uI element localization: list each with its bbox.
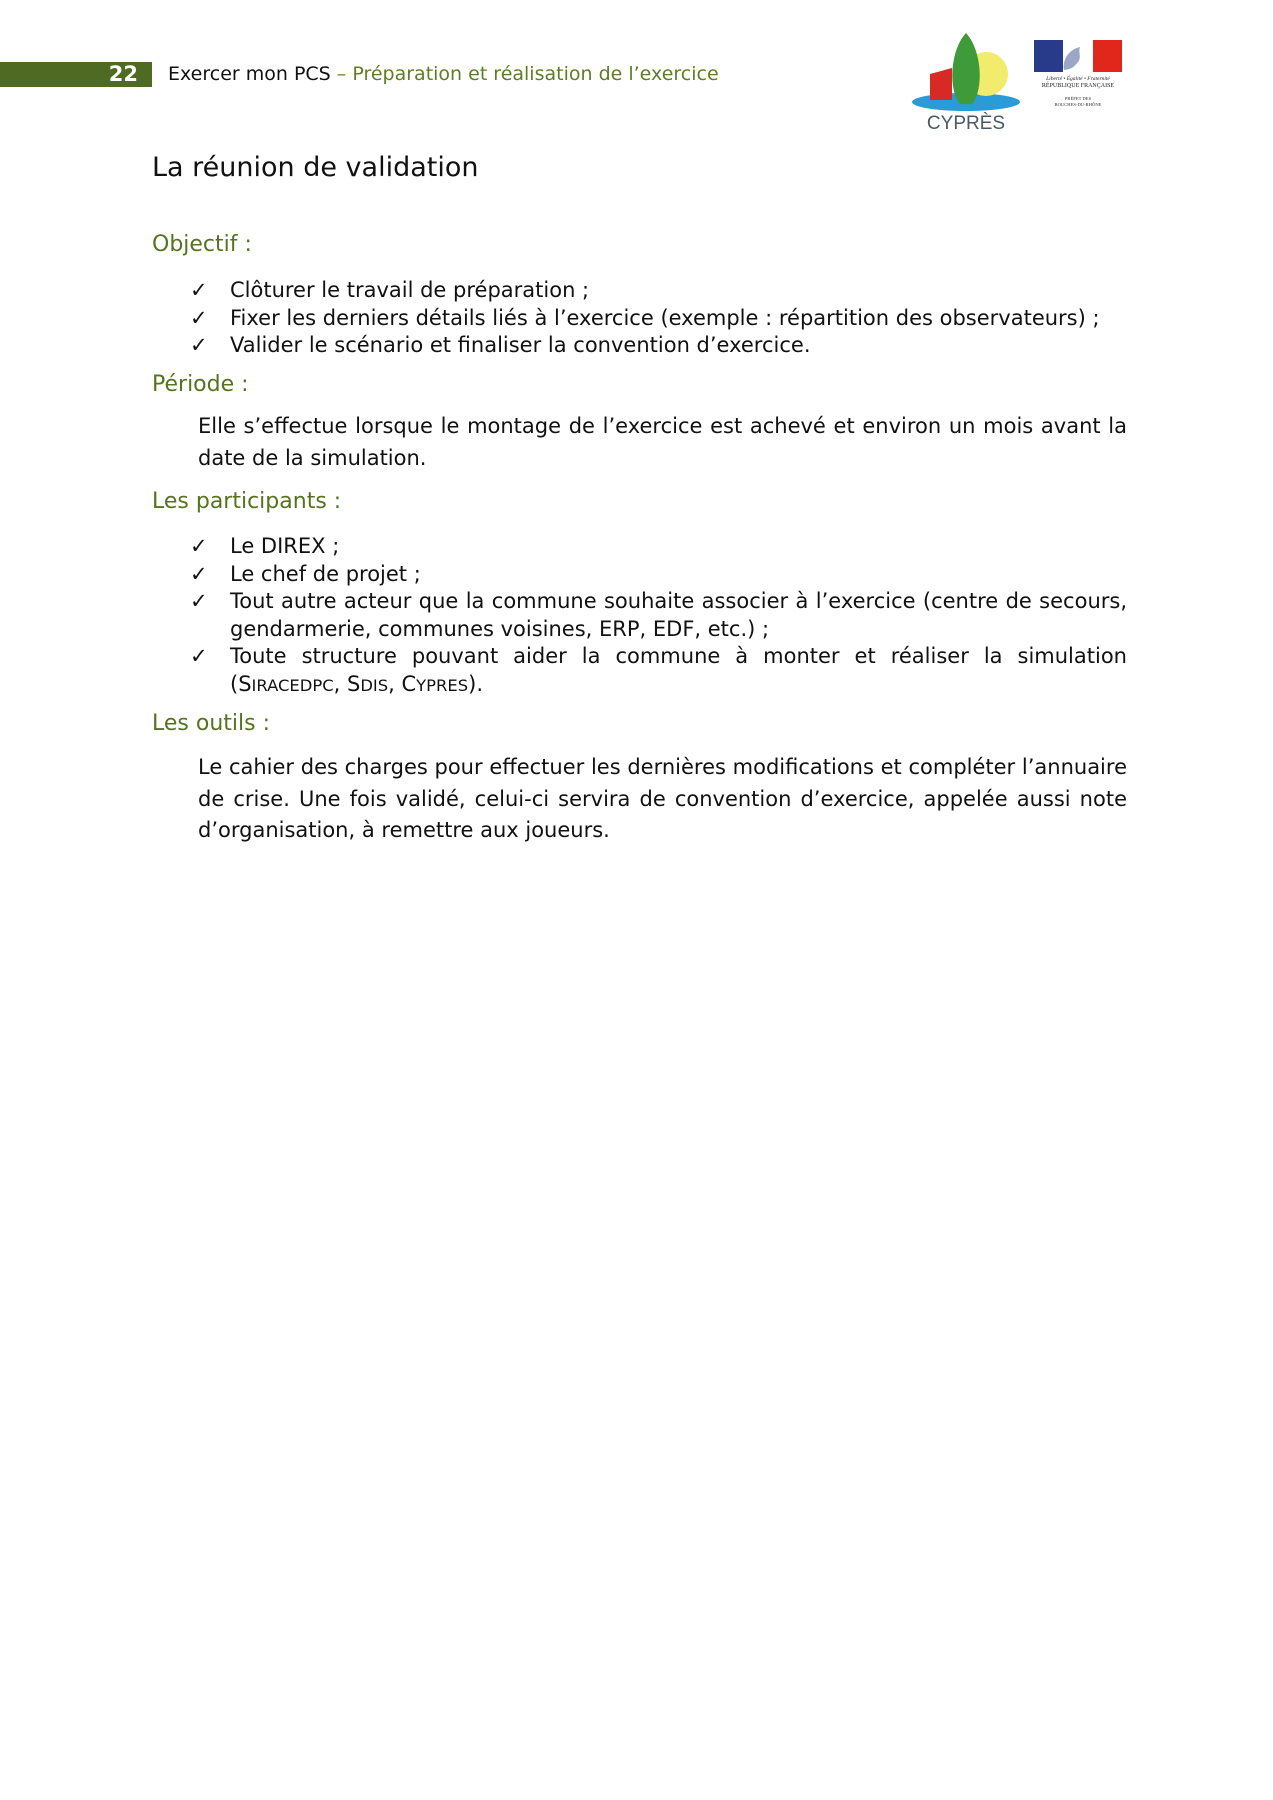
list-item-text: Toute structure pouvant aider la commune à monter et réaliser la simulation — [230, 644, 1127, 668]
rf-name-text: RÉPUBLIQUE FRANÇAISE — [1041, 83, 1115, 89]
header-subtitle: Préparation et réalisation de l’exercice — [352, 63, 719, 85]
header-separator: – — [330, 63, 353, 85]
logo-cypress-tree-shape — [952, 33, 979, 104]
republique-francaise-logo — [1034, 37, 1122, 113]
section-heading-objectif: Objectif : — [152, 232, 252, 257]
checkmark-icon: ✓ — [190, 333, 208, 357]
list-item — [190, 305, 1127, 333]
page-title: La réunion de validation — [152, 152, 479, 183]
flag-blue-band — [1034, 40, 1063, 72]
header-title: Exercer mon PCS — [168, 63, 331, 85]
section-heading-outils: Les outils : — [152, 711, 270, 736]
objectif-list — [190, 277, 1127, 360]
list-item — [190, 561, 1127, 589]
checkmark-icon: ✓ — [190, 589, 208, 613]
list-item-text: Le chef de projet ; — [230, 561, 421, 586]
list-item — [190, 332, 1127, 360]
rf-prefet-line-1: PRÉFET DES — [1064, 96, 1092, 101]
periode-paragraph: Elle s’effectue lorsque le montage de l’exercice est achevé et environ un mois avant la date de la simulation. — [198, 414, 1127, 470]
cypres-logo — [908, 30, 1024, 132]
section-heading-participants: Les participants : — [152, 489, 342, 514]
list-item — [190, 533, 1127, 561]
flag-red-band — [1093, 40, 1122, 72]
checkmark-icon: ✓ — [190, 644, 208, 668]
acronym-line: (SIRACEDPC, SDIS, CYPRES). — [230, 671, 483, 696]
rf-prefet-line-2: BOUCHES-DU-RHÔNE — [1054, 102, 1102, 107]
page-number: 22 — [108, 62, 138, 86]
list-item-text: Clôturer le travail de préparation ; — [230, 278, 590, 302]
acronym-sdis: SDIS — [346, 671, 389, 696]
checkmark-icon: ✓ — [190, 561, 208, 586]
outils-paragraph: Le cahier des charges pour effectuer les dernières modifications et compléter l’annuaire de crise. Une fois validé, celui-ci servira de convention d’exercice, appelée aussi note d’organisation, à remettre aux joueurs. — [198, 755, 1127, 842]
checkmark-icon: ✓ — [190, 278, 208, 302]
list-item — [190, 588, 1127, 643]
acronym-cypres: CYPRES — [401, 671, 469, 696]
list-item-text: Le DIREX ; — [230, 534, 340, 558]
running-header — [168, 62, 719, 87]
list-item-text: Fixer les derniers détails liés à l’exercice (exemple : répartition des observateurs) ; — [230, 305, 1100, 330]
participants-list — [190, 533, 1127, 699]
section-heading-periode: Période : — [152, 372, 249, 397]
acronym-siracedpc: SIRACEDPC — [238, 671, 334, 696]
checkmark-icon: ✓ — [190, 305, 208, 330]
page-number-band — [0, 62, 152, 87]
list-item-text: Valider le scénario et finaliser la convention d’exercice. — [230, 333, 811, 357]
logo-cypres-text: CYPRÈS — [926, 113, 1006, 132]
list-item — [190, 277, 1127, 305]
list-item — [190, 643, 1127, 699]
checkmark-icon: ✓ — [190, 534, 208, 558]
list-item-text: Tout autre acteur que la commune souhaite associer à l’exercice (centre de secours, gendarmerie, communes voisines, ERP, EDF, etc.) ; — [230, 589, 1127, 641]
logo-house-shape — [930, 68, 952, 100]
rf-motto-text: Liberté • Égalité • Fraternité — [1046, 76, 1110, 82]
